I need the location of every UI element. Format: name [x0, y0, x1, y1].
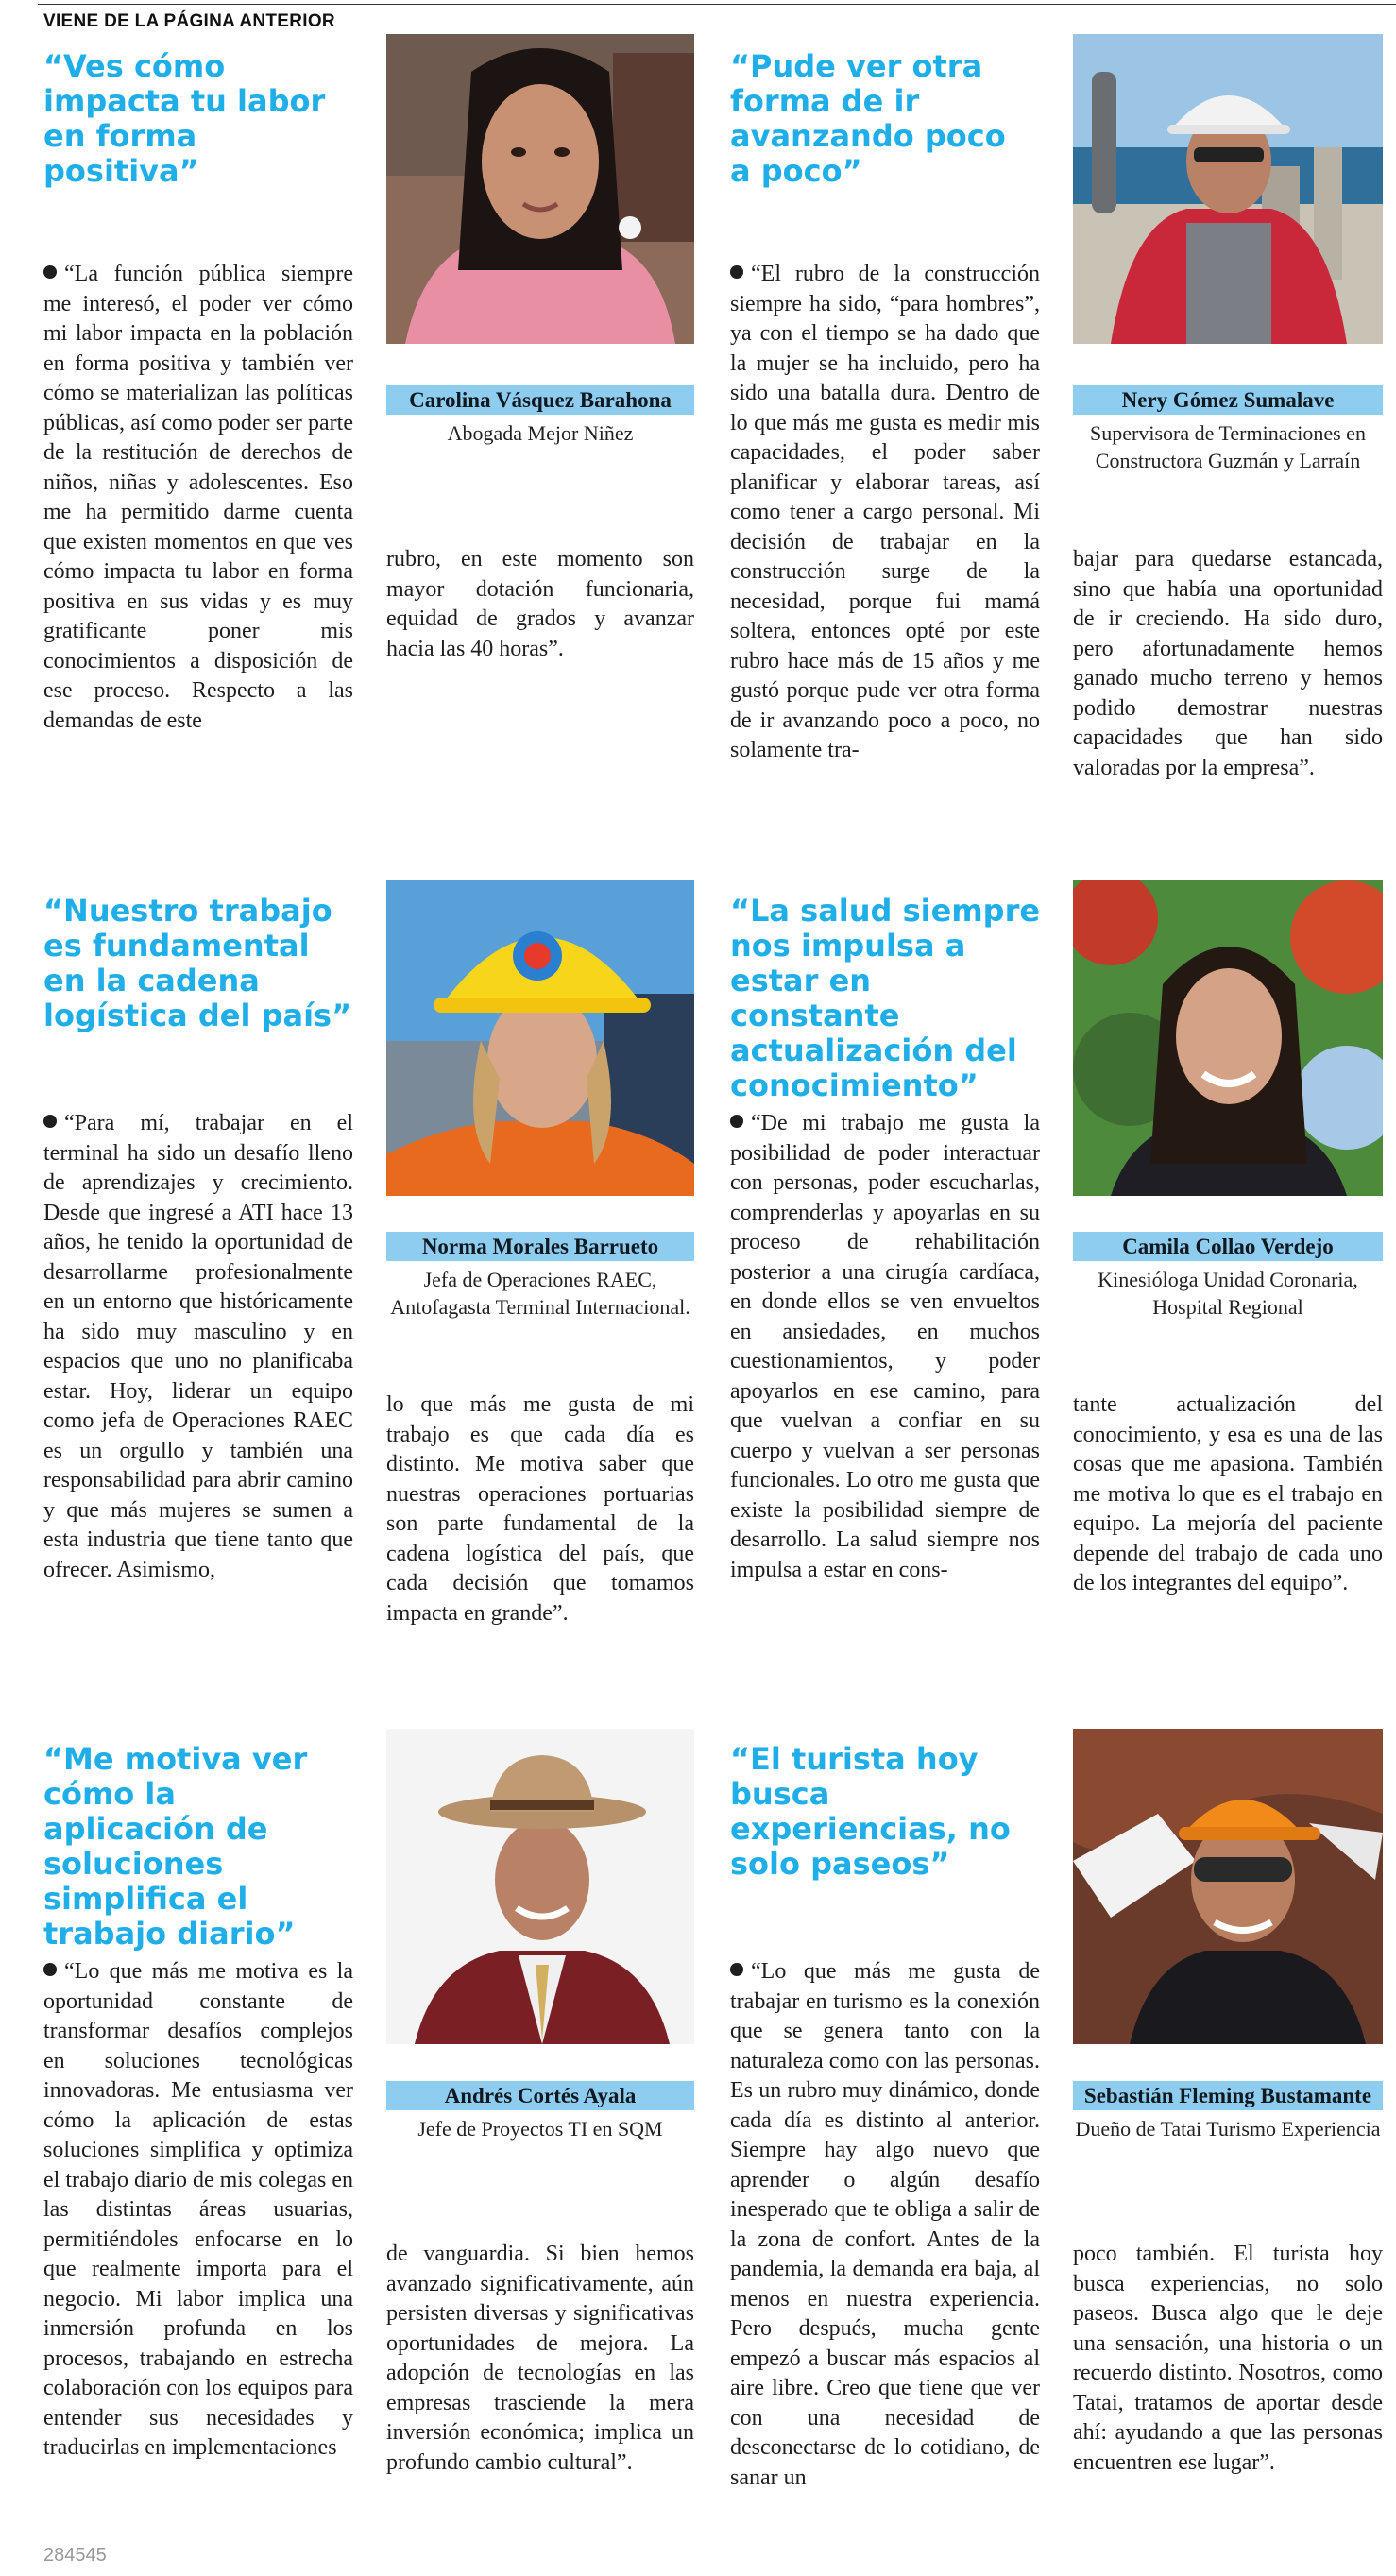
profile-quote-part1: “Lo que más me gusta de trabajar en turismo es la conexión que se genera tanto con la naturaleza como con las personas. Es un rubro muy dinámico, donde cada día es distinto al anterior. Siempre hay algo nuevo que aprender o algún desafío inesperado que te obliga a salir de la zona de confort. Antes de la pandemia, la demanda era baja, al menos en nuestra experiencia. Pero después, mucha gente empezó a buscar más espacios al aire libre. Creo que tiene que ver con una necesidad de desconectarse de lo cotidiano, de sanar un — [730, 1959, 1040, 2490]
profile-body-col2: tante actualización del conocimiento, y esa es una de las cosas que me apasiona. También me motiva lo que es el trabajo en equipo. La mejoría del paciente depende del trabajo de cada uno de los integrantes del equipo”. — [1073, 1392, 1383, 1595]
profile-role: Kinesióloga Unidad Coronaria, Hospital Regional — [1098, 1268, 1358, 1319]
profile-photo — [1073, 34, 1383, 344]
bullet-icon — [43, 1963, 57, 1976]
profile-role: Abogada Mejor Niñez — [447, 421, 634, 445]
profile-headline: “La salud siempre nos impulsa a estar en constante actualización del conocimiento” — [730, 893, 1041, 1103]
profile-body-col2: bajar para quedarse estancada, sino que había una oportunidad de ir creciendo. Ha sido duro, pero afortunadamente hemos ganado mucho terreno y hemos podido demostrar nuestras capacidades que han sido valoradas por la empresa”. — [1073, 547, 1383, 780]
bullet-icon — [730, 265, 743, 279]
profile-photo — [1073, 1729, 1383, 2044]
profile-body-col2: rubro, en este momento son mayor dotación funcionaria, equidad de grados y avanzar hacia las 40 horas”. — [386, 547, 694, 661]
profile-quote-part1: “El rubro de la construcción siempre ha sido, “para hombres”, ya con el tiempo se ha dado que la mujer se ha incluido, pero ha sido una batalla dura. Dentro de lo que más me gusta es medir mis capacidades, el poder saber planificar y elaborar tareas, así como tener a cargo personal. Mi decisión de trabajar en la construcción surge de la necesidad, porque fui mamá soltera, entonces opté por este rubro hace más de 15 años y me gustó porque pude ver otra forma de ir avanzando poco a poco, no solamente tra- — [730, 262, 1040, 762]
bullet-icon — [730, 1115, 743, 1128]
profile-role: Dueño de Tatai Turismo Experiencia — [1075, 2117, 1381, 2141]
profile-headline: “Pude ver otra forma de ir avanzando poco a poco” — [730, 48, 1006, 189]
profile-name-badge: Carolina Vásquez Barahona — [386, 385, 694, 415]
profile-body-col1 — [43, 1957, 353, 2464]
profile-body-col2: de vanguardia. Si bien hemos avanzado significativamente, aún persisten diversas y significativas oportunidades de mejora. La adopción de tecnologías en las empresas trasciende la mera inversión económica; implica un profundo cambio cultural”. — [386, 2242, 694, 2475]
profile-name-badge: Sebastián Fleming Bustamante — [1073, 2081, 1383, 2110]
profile-body-col1 — [43, 1109, 353, 1585]
profile-body-col1 — [730, 1109, 1040, 1585]
profile-photo — [386, 1729, 694, 2044]
profile-headline: “Ves cómo impacta tu labor en forma positiva” — [43, 48, 326, 189]
profile-photo — [1073, 880, 1383, 1196]
profile-photo — [386, 34, 694, 344]
profile-role: Jefa de Operaciones RAEC, Antofagasta Terminal Internacional. — [390, 1268, 690, 1319]
profile-body-col2: poco también. El turista hoy busca experiencias, no solo paseos. Busca algo que le deje una sensación, una historia o un recuerdo distinto. Nosotros, como Tatai, tratamos de aportar desde ahí: ayudando a que las personas encuentren ese lugar”. — [1073, 2242, 1383, 2475]
profile-quote-part1: “De mi trabajo me gusta la posibilidad de poder interactuar con personas, poder escucharlas, comprenderlas y apoyarlas en su proceso de rehabilitación posterior a una cirugía cardíaca, en donde ellos se ven envueltos en ansiedades, en muchos cuestionamientos, y poder apoyarlos en ese camino, para que vuelvan a confiar en su cuerpo y vuelvan a ser personas funcionales. Lo otro me gusta que existe la posibilidad siempre de desarrollo. La salud siempre nos impulsa a estar en cons- — [730, 1111, 1040, 1582]
profile-headline: “El turista hoy busca experiencias, no solo paseos” — [730, 1741, 1011, 1882]
profile-headline: “Nuestro trabajo es fundamental en la cadena logística del país” — [43, 893, 352, 1033]
profile-body-col1 — [43, 260, 353, 736]
profile-quote-part1: “Para mí, trabajar en el terminal ha sido un desafío lleno de aprendizajes y crecimiento. Desde que ingresé a ATI hace 13 años, he tenido la oportunidad de desarrollarme profesionalmente en un entorno que históricamente ha sido muy masculino y en espacios que uno no planificaba estar. Hoy, liderar un equipo como jefa de Operaciones RAEC es un orgullo y también una responsabilidad para abrir camino y que más mujeres se sumen a esta industria que tiene tanto que ofrecer. Asimismo, — [43, 1111, 353, 1582]
profile-name-badge: Nery Gómez Sumalave — [1073, 385, 1383, 415]
profile-name-badge: Andrés Cortés Ayala — [386, 2081, 694, 2110]
top-rule — [38, 4, 1396, 5]
profile-quote-part1: “Lo que más me motiva es la oportunidad constante de transformar desafíos complejos en soluciones tecnológicas innovadoras. Me entusiasma ver cómo la aplicación de estas soluciones simplifica y optimiza el trabajo diario de mis colegas en las distintas áreas usuarias, permitiéndoles enfocarse en lo que realmente importa para el negocio. Mi labor implica una inmersión profunda en los procesos, trabajando en estrecha colaboración con los equipos para entender sus necesidades y traducirlas en implementaciones — [43, 1959, 353, 2460]
section-kicker: VIENE DE LA PÁGINA ANTERIOR — [43, 11, 335, 31]
profile-body-col2: lo que más me gusta de mi trabajo es que cada día es distinto. Me motiva saber que nuestras operaciones portuarias son parte fundamental de la cadena logística del país, que cada decisión que tomamos impacta en grande”. — [386, 1392, 694, 1626]
profile-name-badge: Camila Collao Verdejo — [1073, 1232, 1383, 1261]
bullet-icon — [730, 1963, 743, 1976]
bullet-icon — [43, 1115, 57, 1128]
profile-name-badge: Norma Morales Barrueto — [386, 1232, 694, 1261]
profile-body-col1 — [730, 1957, 1040, 2493]
profile-quote-part1: “La función pública siempre me interesó, el poder ver cómo mi labor impacta en la población en forma positiva y también ver cómo se materializan las políticas públicas, así como poder ser parte de la restitución de derechos de niños, niñas y adolescentes. Eso me ha permitido darme cuenta que existen momentos en que ves cómo impacta tu labor en forma positiva en sus vidas y es muy gratificante poner mis conocimientos a disposición de ese proceso. Respecto a las demandas de este — [43, 262, 353, 733]
profile-role: Jefe de Proyectos TI en SQM — [417, 2117, 663, 2141]
bullet-icon — [43, 265, 57, 279]
profile-photo — [386, 880, 694, 1196]
profile-role: Supervisora de Terminaciones en Constructora Guzmán y Larraín — [1090, 421, 1366, 472]
footer-code: 284545 — [43, 2545, 107, 2566]
profile-headline: “Me motiva ver cómo la aplicación de soluciones simplifica el trabajo diario” — [43, 1741, 308, 1952]
profile-body-col1 — [730, 260, 1040, 766]
